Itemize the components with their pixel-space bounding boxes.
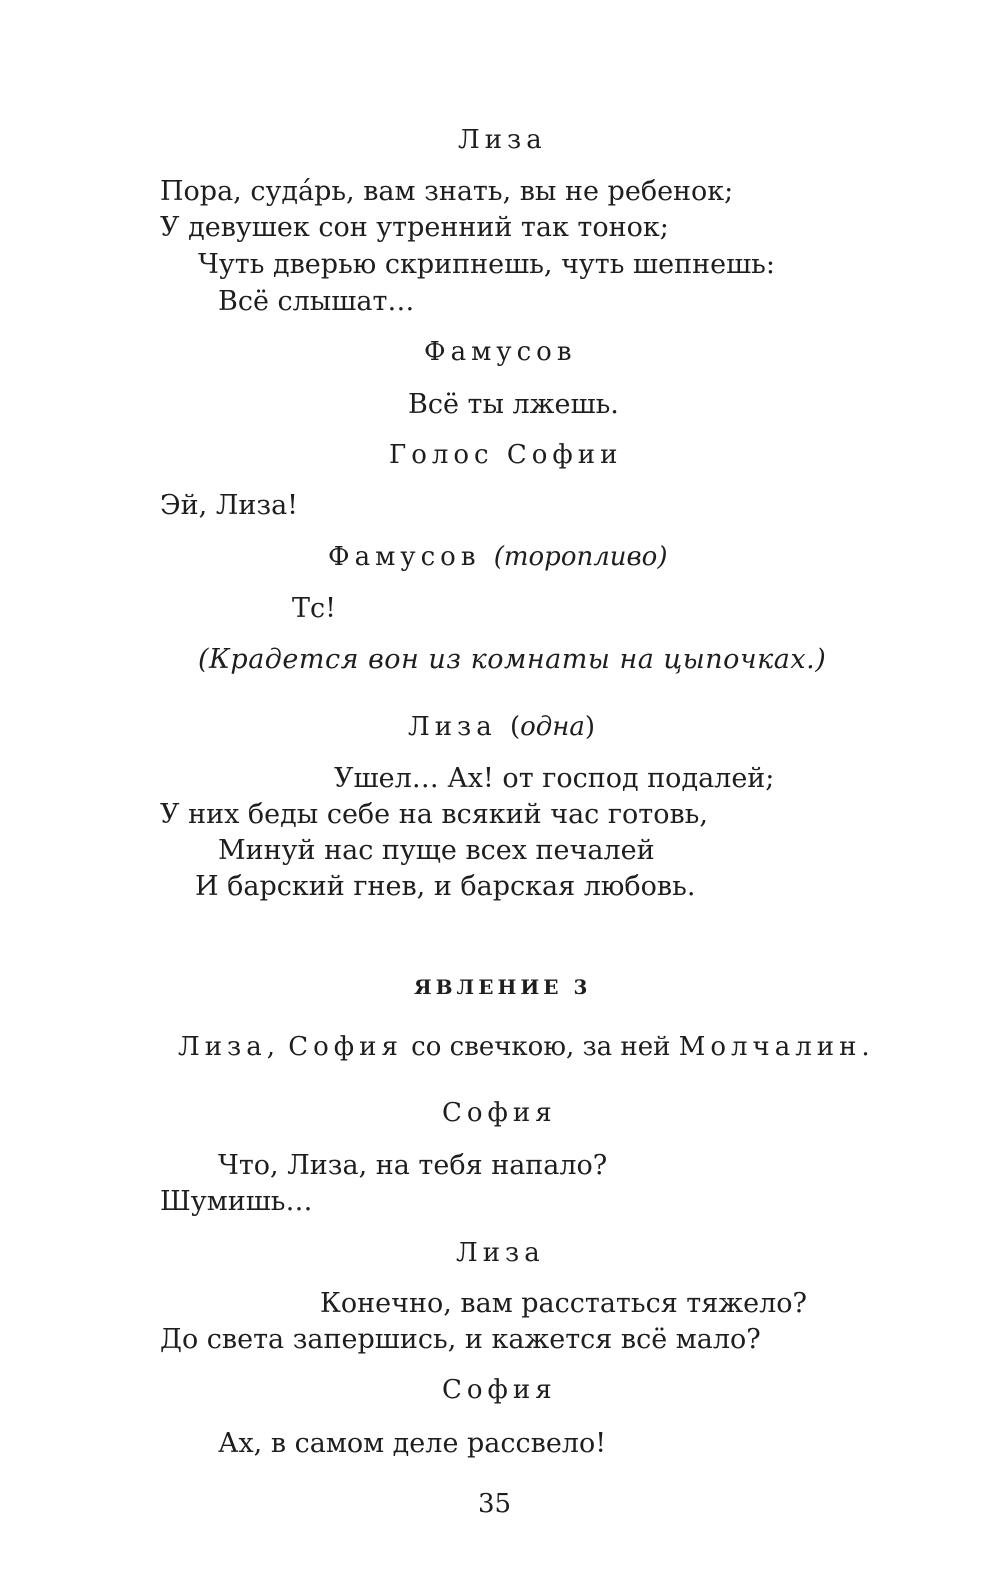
speaker-famusov: Фамусов — [424, 337, 577, 367]
verse-line: У них беды себе на всякий час готовь, — [160, 799, 708, 830]
verse-line: И барский гнев, и барская любовь. — [195, 871, 696, 902]
speaker-remark: одна — [520, 712, 585, 742]
verse-line: Шумишь… — [160, 1186, 313, 1217]
cast-text: со свечкою, за ней — [411, 1032, 671, 1062]
verse-line: Минуй нас пуще всех печалей — [218, 835, 655, 866]
verse-line: Ах, в самом деле рассвело! — [218, 1428, 607, 1459]
speaker-sofia: София — [442, 1375, 557, 1405]
scene-cast — [178, 1032, 875, 1062]
verse-line: Всё ты лжешь. — [408, 389, 619, 420]
page-number: 35 — [478, 1489, 512, 1519]
speaker-sofia: София — [442, 1098, 557, 1128]
cast-name: Молчалин. — [678, 1032, 875, 1062]
speaker-remark: (торопливо) — [493, 542, 668, 572]
cast-name: Лиза, — [178, 1032, 280, 1062]
verse-line: Всё слышат… — [218, 286, 415, 317]
speaker-name: Лиза — [408, 712, 497, 742]
speaker-liza — [408, 714, 595, 740]
scene-title: ЯВЛЕНИЕ 3 — [414, 975, 592, 999]
speaker-liza: Лиза — [458, 125, 547, 155]
speaker-liza: Лиза — [456, 1238, 545, 1268]
verse-line: Ушел… Ах! от господ подалей; — [334, 763, 775, 794]
remark-open-paren: ( — [509, 712, 521, 742]
speaker-famusov — [328, 544, 667, 570]
verse-line: Конечно, вам расстаться тяжело? — [320, 1288, 807, 1319]
cast-name: София — [288, 1032, 403, 1062]
speaker-name: Фамусов — [328, 542, 481, 572]
speaker-voice-sofia: Голос Софии — [389, 440, 623, 470]
verse-line: У девушек сон утренний так тонок; — [160, 212, 669, 243]
verse-line: До света запершись, и кажется всё мало? — [160, 1324, 761, 1355]
verse-line: Тс! — [292, 593, 336, 624]
remark-close-paren: ) — [584, 712, 596, 742]
verse-line: Чуть дверью скрипнешь, чуть шепнешь: — [198, 249, 775, 280]
stage-direction: (Крадется вон из комнаты на цыпочках.) — [198, 644, 827, 675]
verse-line: Что, Лиза, на тебя напало? — [218, 1150, 608, 1181]
verse-line: Пора, суда́рь, вам знать, вы не ребенок; — [160, 176, 734, 207]
verse-line: Эй, Лиза! — [160, 490, 299, 521]
